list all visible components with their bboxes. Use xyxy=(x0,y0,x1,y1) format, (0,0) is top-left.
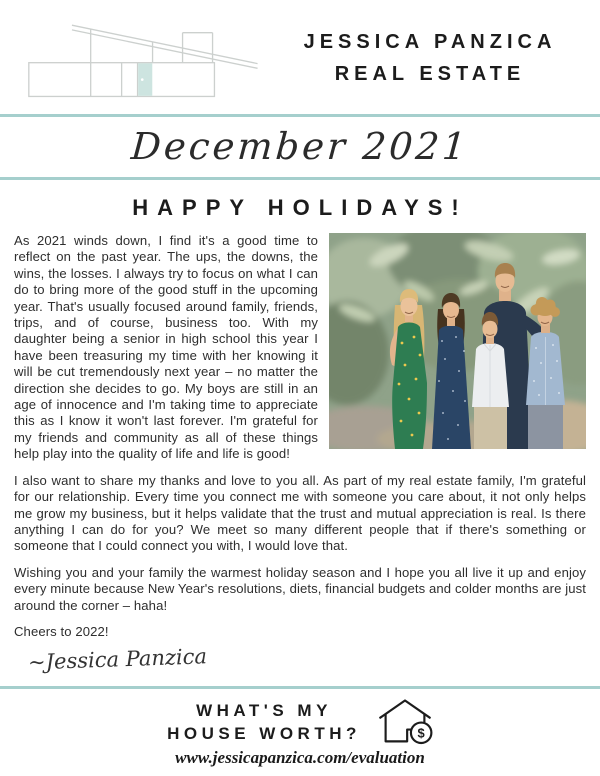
family-photo xyxy=(329,233,586,449)
cta-line1: WHAT'S MY xyxy=(196,700,332,720)
masthead xyxy=(0,0,600,114)
headline: HAPPY HOLIDAYS! xyxy=(132,195,468,220)
svg-text:$: $ xyxy=(417,725,425,741)
article-paragraph: I also want to share my thanks and love to you all. As part of my real estate family, I'm grateful for our relationship. Every time you connect me with someone you care about, it not only helps me grow my business, but it helps validate that the trust and mutual appreciation is real. Is there anything I can do for you? We meet so many different people that if there's something or someone that I could connect you with, I would love that. xyxy=(14,472,586,554)
house-logo-icon xyxy=(20,13,272,103)
brand-name-line2: REAL ESTATE xyxy=(334,63,526,85)
cta-line2: HOUSE WORTH? xyxy=(167,724,361,744)
house-dollar-icon xyxy=(377,697,433,747)
house-worth-cta[interactable] xyxy=(0,689,600,747)
article-body xyxy=(0,233,600,675)
article-paragraph: Wishing you and your family the warmest holiday season and I hope you all live it up and enjoy every minute because New Year's resolutions, diets, financial budgets and colder months are just around the corner – haha! xyxy=(14,564,586,613)
figure-daughter xyxy=(390,289,427,449)
brand-name-line1: JESSICA PANZICA xyxy=(303,31,557,53)
closing-line: Cheers to 2022! xyxy=(14,623,109,639)
teal-divider xyxy=(0,177,600,180)
signature: ~Jessica Panzica xyxy=(27,644,208,675)
evaluation-link[interactable]: www.jessicapanzica.com/evaluation xyxy=(175,748,425,768)
article-paragraph: As 2021 winds down, I find it's a good time to reflect on the past year. The ups, the downs, the wins, the losses. I always try to focus on what I can do to bring more of the good stuff in the upcoming year. That's usually focused around family, friends, trips, and of course, business too. With my daughter being a senior in high school this year I have been treasuring my time with her knowing it will be cut tremendously next year – no matter the direction she decides to go. My boys are still in an age of innocence and I'm taking time to appreciate this as I know it won't last forever. I'm grateful for my friends and community as all of these things help play into the quality of life and life is good! xyxy=(14,233,318,462)
issue-date: December 2021 xyxy=(129,125,471,168)
cta-text xyxy=(167,699,361,747)
brand-name xyxy=(280,26,580,90)
